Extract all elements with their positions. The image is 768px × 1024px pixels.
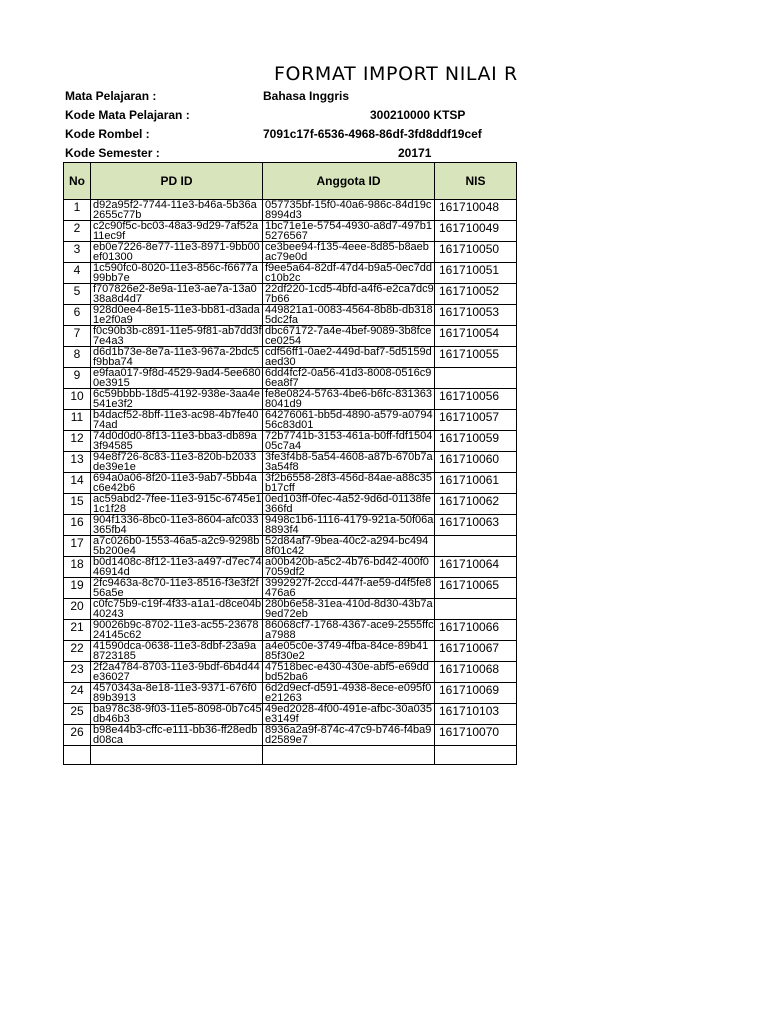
row-no: 14 [64, 473, 91, 494]
row-no [64, 746, 91, 765]
row-anggota-id: 3fe3f4b8-5a54-4608-a87b-670b7a3a54f8 [263, 452, 435, 473]
row-no: 12 [64, 431, 91, 452]
row-pd-id [91, 746, 263, 765]
header-no: No [64, 163, 91, 200]
row-no: 26 [64, 725, 91, 746]
row-nis: 161710061 [435, 473, 517, 494]
row-anggota-id: 6d2d9ecf-d591-4938-8ece-e095f0e21263 [263, 683, 435, 704]
row-anggota-id: 52d84af7-9bea-40c2-a294-bc4948f01c42 [263, 536, 435, 557]
row-no: 3 [64, 242, 91, 263]
row-pd-id: b4dacf52-8bff-11e3-ac98-4b7fe4074ad [91, 410, 263, 431]
row-nis [435, 746, 517, 765]
row-no: 20 [64, 599, 91, 620]
table-row [64, 242, 517, 263]
row-anggota-id: a4e05c0e-3749-4fba-84ce-89b4185f30e2 [263, 641, 435, 662]
row-no: 18 [64, 557, 91, 578]
table-row [64, 410, 517, 431]
mapel-value: Bahasa Inggris [263, 89, 350, 103]
header-anggota-id: Anggota ID [263, 163, 435, 200]
row-nis: 161710068 [435, 662, 517, 683]
row-pd-id: 41590dca-0638-11e3-8dbf-23a9a8723185 [91, 641, 263, 662]
row-no: 17 [64, 536, 91, 557]
row-no: 13 [64, 452, 91, 473]
row-no: 19 [64, 578, 91, 599]
row-nis: 161710063 [435, 515, 517, 536]
table-row [64, 326, 517, 347]
row-no: 10 [64, 389, 91, 410]
table-row [64, 389, 517, 410]
row-anggota-id: 22df220-1cd5-4bfd-a4f6-e2ca7dc97b66 [263, 284, 435, 305]
row-anggota-id: 64276061-bb5d-4890-a579-a079456c83d01 [263, 410, 435, 431]
row-pd-id: 2f2a4784-8703-11e3-9bdf-6b4d44e36027 [91, 662, 263, 683]
kode-mapel-value: 300210000 KTSP [370, 108, 466, 122]
row-nis: 161710069 [435, 683, 517, 704]
table-row [64, 704, 517, 725]
page-title: FORMAT IMPORT NILAI R [274, 63, 518, 85]
table-row [64, 473, 517, 494]
row-pd-id: 94e8f726-8c83-11e3-820b-b2033de39e1e [91, 452, 263, 473]
row-pd-id: d6d1b73e-8e7a-11e3-967a-2bdc5f9bba74 [91, 347, 263, 368]
row-pd-id: 928d0ee4-8e15-11e3-bb81-d3ada1e2f0a9 [91, 305, 263, 326]
row-nis [435, 536, 517, 557]
semester-label: Kode Semester : [65, 146, 160, 160]
kode-mapel-label: Kode Mata Pelajaran : [65, 108, 190, 122]
rombel-value: 7091c17f-6536-4968-86df-3fd8ddf19cef [263, 127, 482, 141]
table-row [64, 557, 517, 578]
mapel-label: Mata Pelajaran : [65, 89, 157, 103]
table-row [64, 452, 517, 473]
row-anggota-id: 3f2b6558-28f3-456d-84ae-a88c35b17cff [263, 473, 435, 494]
row-nis: 161710048 [435, 200, 517, 221]
row-no: 4 [64, 263, 91, 284]
row-anggota-id: ce3bee94-f135-4eee-8d85-b8aebac79e0d [263, 242, 435, 263]
row-pd-id: eb0e7226-8e77-11e3-8971-9bb00ef01300 [91, 242, 263, 263]
row-nis: 161710064 [435, 557, 517, 578]
row-nis: 161710052 [435, 284, 517, 305]
row-nis: 161710055 [435, 347, 517, 368]
row-pd-id: 904f1336-8bc0-11e3-8604-afc033365fb4 [91, 515, 263, 536]
row-anggota-id: dbc67172-7a4e-4bef-9089-3b8fcece0254 [263, 326, 435, 347]
row-nis: 161710065 [435, 578, 517, 599]
row-anggota-id: 47518bec-e430-430e-abf5-e69ddbd52ba6 [263, 662, 435, 683]
row-nis: 161710062 [435, 494, 517, 515]
row-pd-id: d92a95f2-7744-11e3-b46a-5b36a2655c77b [91, 200, 263, 221]
table-row [64, 725, 517, 746]
row-nis: 161710103 [435, 704, 517, 725]
row-pd-id: 90026b9c-8702-11e3-ac55-2367824145c62 [91, 620, 263, 641]
row-no: 23 [64, 662, 91, 683]
header-nis: NIS [435, 163, 517, 200]
row-no: 6 [64, 305, 91, 326]
row-no: 24 [64, 683, 91, 704]
row-pd-id: c0fc75b9-c19f-4f33-a1a1-d8ce04b40243 [91, 599, 263, 620]
row-no: 2 [64, 221, 91, 242]
table-row [64, 347, 517, 368]
row-anggota-id: fe8e0824-5763-4be6-b6fc-8313638041d9 [263, 389, 435, 410]
row-no: 8 [64, 347, 91, 368]
row-nis [435, 599, 517, 620]
row-anggota-id: 3992927f-2ccd-447f-ae59-d4f5fe8476a6 [263, 578, 435, 599]
row-no: 5 [64, 284, 91, 305]
row-anggota-id: 49ed2028-4f00-491e-afbc-30a035e3149f [263, 704, 435, 725]
table-row [64, 263, 517, 284]
row-pd-id: a7c026b0-1553-46a5-a2c9-9298b5b200e4 [91, 536, 263, 557]
table-row [64, 494, 517, 515]
table-row [64, 221, 517, 242]
row-no: 25 [64, 704, 91, 725]
row-no: 11 [64, 410, 91, 431]
row-pd-id: 74d0d0d0-8f13-11e3-bba3-db89a3f94585 [91, 431, 263, 452]
row-no: 22 [64, 641, 91, 662]
row-pd-id: e9faa017-9f8d-4529-9ad4-5ee6800e3915 [91, 368, 263, 389]
row-anggota-id [263, 746, 435, 765]
row-nis: 161710053 [435, 305, 517, 326]
table-row [64, 431, 517, 452]
row-anggota-id: 449821a1-0083-4564-8b8b-db3185dc2fa [263, 305, 435, 326]
row-pd-id: 6c59bbbb-18d5-4192-938e-3aa4e541e3f2 [91, 389, 263, 410]
row-nis: 161710056 [435, 389, 517, 410]
rombel-label: Kode Rombel : [65, 127, 150, 141]
row-anggota-id: a00b420b-a5c2-4b76-bd42-400f07059df2 [263, 557, 435, 578]
row-pd-id: ac59abd2-7fee-11e3-915c-6745e11c1f28 [91, 494, 263, 515]
row-anggota-id: 72b7741b-3153-461a-b0ff-fdf150405c7a4 [263, 431, 435, 452]
table-row [64, 284, 517, 305]
row-anggota-id: 8936a2a9f-874c-47c9-b746-f4ba9d2589e7 [263, 725, 435, 746]
row-pd-id: c2c90f5c-bc03-48a3-9d29-7af52a11ec9f [91, 221, 263, 242]
row-nis: 161710070 [435, 725, 517, 746]
table-row [64, 683, 517, 704]
row-anggota-id: 280b6e58-31ea-410d-8d30-43b7a9ed72eb [263, 599, 435, 620]
row-anggota-id: 0ed103ff-0fec-4a52-9d6d-01138fe366fd [263, 494, 435, 515]
row-no: 21 [64, 620, 91, 641]
row-nis: 161710066 [435, 620, 517, 641]
row-nis: 161710059 [435, 431, 517, 452]
row-no: 1 [64, 200, 91, 221]
table-row [64, 620, 517, 641]
row-nis: 161710067 [435, 641, 517, 662]
row-pd-id: b0d1408c-8f12-11e3-a497-d7ec7446914d [91, 557, 263, 578]
header-pd-id: PD ID [91, 163, 263, 200]
row-anggota-id: f9ee5a64-82df-47d4-b9a5-0ec7ddc10b2c [263, 263, 435, 284]
table-row [64, 305, 517, 326]
table-row [64, 200, 517, 221]
row-no: 15 [64, 494, 91, 515]
table-header-row [64, 163, 517, 200]
table-row [64, 536, 517, 557]
table-row [64, 578, 517, 599]
table-row [64, 746, 517, 765]
row-anggota-id: 057735bf-15f0-40a6-986c-84d19c8994d3 [263, 200, 435, 221]
row-anggota-id: 6dd4fcf2-0a56-41d3-8008-0516c96ea8f7 [263, 368, 435, 389]
row-anggota-id: 9498c1b6-1116-4179-921a-50f06a8893f4 [263, 515, 435, 536]
row-pd-id: b98e44b3-cffc-e111-bb36-ff28edbd08ca [91, 725, 263, 746]
row-pd-id: ba978c38-9f03-11e5-8098-0b7c45db46b3 [91, 704, 263, 725]
row-anggota-id: 86068cf7-1768-4367-ace9-2555ffca7988 [263, 620, 435, 641]
row-pd-id: f707826e2-8e9a-11e3-ae7a-13a038a8d4d7 [91, 284, 263, 305]
table-row [64, 515, 517, 536]
table-row [64, 662, 517, 683]
row-anggota-id: 1bc71e1e-5754-4930-a8d7-497b15276567 [263, 221, 435, 242]
table-row [64, 599, 517, 620]
row-nis [435, 368, 517, 389]
row-pd-id: 694a0a06-8f20-11e3-9ab7-5bb4ac6e42b6 [91, 473, 263, 494]
row-nis: 161710054 [435, 326, 517, 347]
row-anggota-id: cdf56ff1-0ae2-449d-baf7-5d5159daed30 [263, 347, 435, 368]
row-no: 9 [64, 368, 91, 389]
import-table [63, 162, 517, 765]
row-pd-id: 2fc9463a-8c70-11e3-8516-f3e3f2f56a5e [91, 578, 263, 599]
row-nis: 161710051 [435, 263, 517, 284]
row-nis: 161710050 [435, 242, 517, 263]
row-pd-id: 1c590fc0-8020-11e3-856c-f6677a99bb7e [91, 263, 263, 284]
row-no: 16 [64, 515, 91, 536]
row-pd-id: 4570343a-8e18-11e3-9371-676f089b3913 [91, 683, 263, 704]
row-nis: 161710049 [435, 221, 517, 242]
row-no: 7 [64, 326, 91, 347]
semester-value: 20171 [398, 146, 432, 160]
row-nis: 161710057 [435, 410, 517, 431]
table-row [64, 641, 517, 662]
row-pd-id: f0c90b3b-c891-11e5-9f81-ab7dd3f7e4a3 [91, 326, 263, 347]
table-row [64, 368, 517, 389]
row-nis: 161710060 [435, 452, 517, 473]
